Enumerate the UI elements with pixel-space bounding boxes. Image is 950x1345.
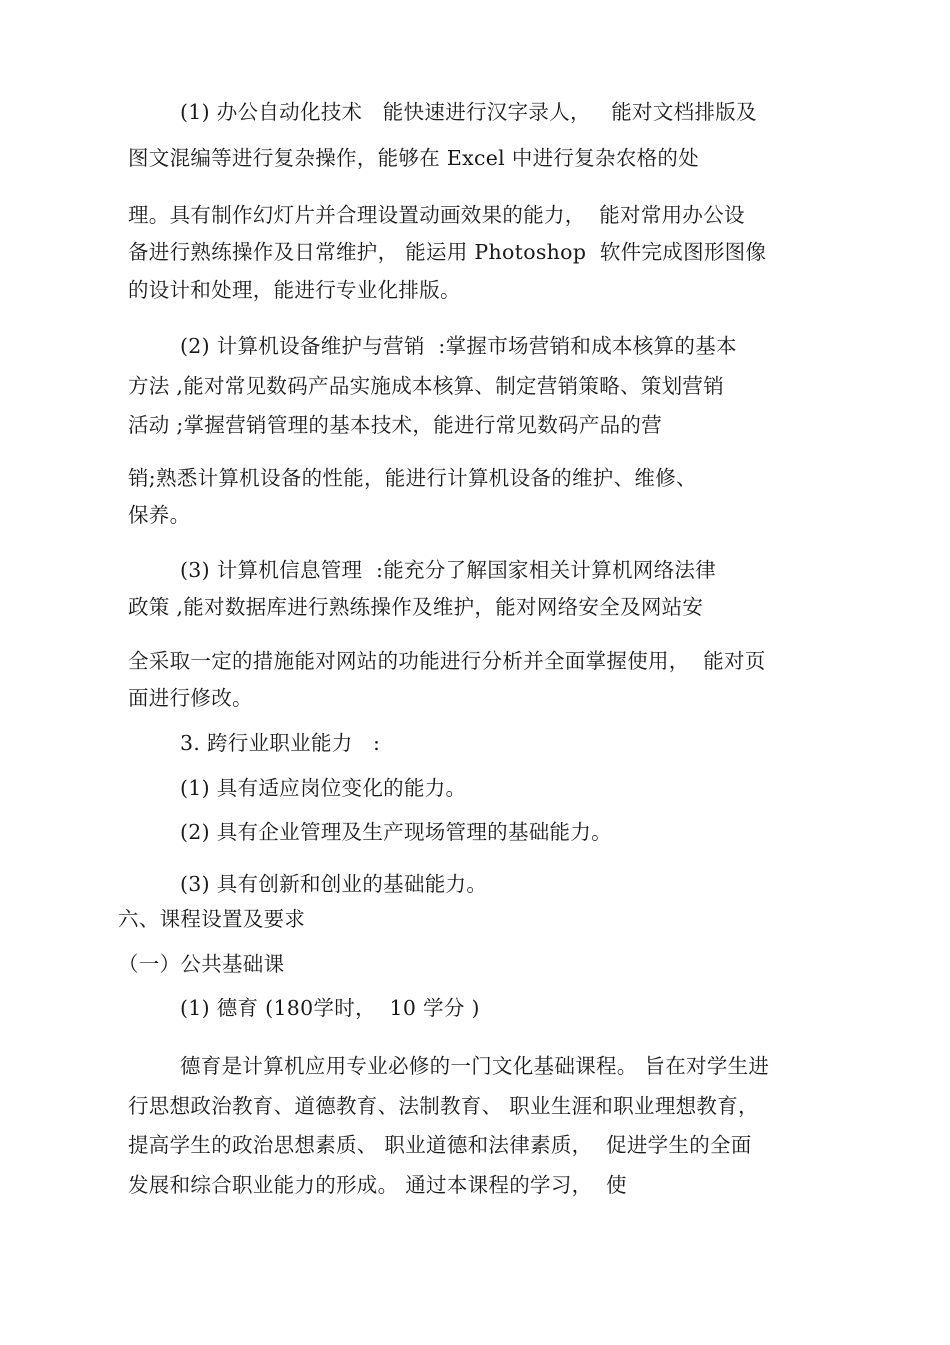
text-line: (1) 办公自动化技术 能快速进行汉字录人， 能对文档排版及 bbox=[180, 100, 757, 124]
list-item: (2) 具有企业管理及生产现场管理的基础能力。 bbox=[180, 820, 612, 844]
text-line: 全采取一定的措施能对网站的功能进行分析并全面掌握使用， 能对页 bbox=[128, 649, 766, 673]
text-line: 提高学生的政治思想素质、 职业道德和法律素质， 促进学生的全面 bbox=[128, 1133, 752, 1157]
text-line: 政策 ,能对数据库进行熟练操作及维护，能对网络安全及网站安 bbox=[128, 595, 704, 619]
text-line: 面进行修改。 bbox=[128, 686, 253, 710]
list-item: (1) 具有适应岗位变化的能力。 bbox=[180, 776, 467, 800]
text-line: 方法 ,能对常见数码产品实施成本核算、制定营销策略、策划营销 bbox=[128, 374, 725, 398]
text-line: 备进行熟练操作及日常维护， 能运用 Photoshop 软件完成图形图像 bbox=[128, 240, 767, 264]
section-heading: （一）公共基础课 bbox=[118, 952, 285, 976]
text-line: (2) 计算机设备维护与营销 :掌握市场营销和成本核算的基本 bbox=[180, 334, 737, 358]
text-line: 德育是计算机应用专业必修的一门文化基础课程。 旨在对学生进 bbox=[180, 1054, 770, 1078]
text-line: 活动 ;掌握营销管理的基本技术，能进行常见数码产品的营 bbox=[128, 413, 663, 437]
text-line: (3) 计算机信息管理 :能充分了解国家相关计算机网络法律 bbox=[180, 558, 716, 582]
text-line: 理。具有制作幻灯片并合理设置动画效果的能力， 能对常用办公设 bbox=[128, 203, 745, 227]
text-line: 图文混编等进行复杂操作，能够在 Excel 中进行复杂农格的处 bbox=[128, 146, 700, 170]
list-item: (3) 具有创新和创业的基础能力。 bbox=[180, 872, 488, 896]
subsection-heading: (1) 德育 (180学时， 10 学分 ) bbox=[180, 996, 480, 1020]
text-line: 行思想政治教育、道德教育、法制教育、 职业生涯和职业理想教育， bbox=[128, 1094, 759, 1118]
text-line: 的设计和处理，能进行专业化排版。 bbox=[128, 278, 461, 302]
chapter-heading: 六、课程设置及要求 bbox=[118, 907, 306, 931]
text-line: 发展和综合职业能力的形成。 通过本课程的学习， 使 bbox=[128, 1173, 627, 1197]
text-line: 保养。 bbox=[128, 503, 191, 527]
text-line: 销;熟悉计算机设备的性能，能进行计算机设备的维护、维修、 bbox=[128, 466, 697, 490]
section-heading: 3. 跨行业职业能力 : bbox=[180, 731, 381, 755]
